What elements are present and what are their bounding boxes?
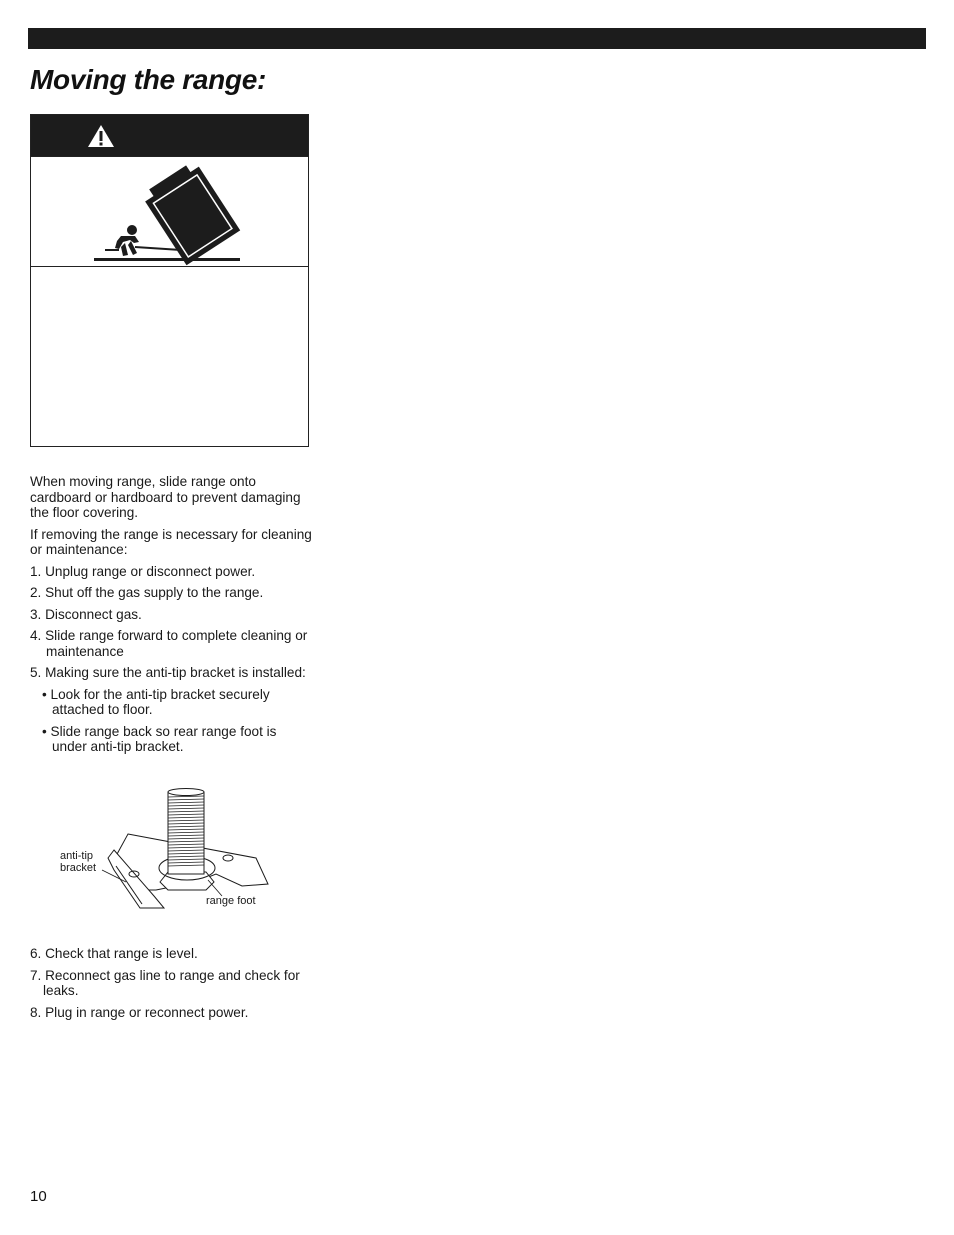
bullet-item: • Slide range back so rear range foot is under anti-tip bracket. <box>42 723 277 754</box>
step-item: 5. Making sure the anti-tip bracket is installed: <box>30 665 306 680</box>
range-foot-label: range foot <box>206 895 256 907</box>
step-item: 2. Shut off the gas supply to the range. <box>30 585 264 600</box>
warning-triangle-icon <box>86 123 116 149</box>
step-item: 3. Disconnect gas. <box>30 606 142 622</box>
warning-body <box>31 267 308 445</box>
instructions-main <box>30 474 315 761</box>
page-number: 10 <box>30 1188 47 1205</box>
step-item: 1. Unplug range or disconnect power. <box>30 563 256 579</box>
header-bar <box>28 28 926 49</box>
step-item: 8. Plug in range or reconnect power. <box>30 1004 249 1020</box>
step-item: 4. Slide range forward to complete cleaning or maintenance <box>30 628 308 659</box>
step-item: 7. Reconnect gas line to range and check for leaks. <box>30 967 300 998</box>
bullet-item: • Look for the anti-tip bracket securely attached to floor. <box>42 686 270 717</box>
anti-tip-bracket-figure <box>56 786 276 914</box>
warning-header <box>31 115 308 157</box>
intro-paragraph: If removing the range is necessary for cleaning or maintenance: <box>30 526 312 557</box>
page-title: Moving the range: <box>30 64 267 95</box>
warning-box <box>30 114 309 447</box>
tip-over-hazard-illustration <box>31 157 308 267</box>
instructions-continued <box>30 946 315 1026</box>
anti-tip-bracket-label: anti-tip bracket <box>60 850 97 874</box>
intro-paragraph: When moving range, slide range onto cardboard or hardboard to prevent damaging the floor covering. <box>30 474 301 520</box>
step-item: 6. Check that range is level. <box>30 946 198 961</box>
